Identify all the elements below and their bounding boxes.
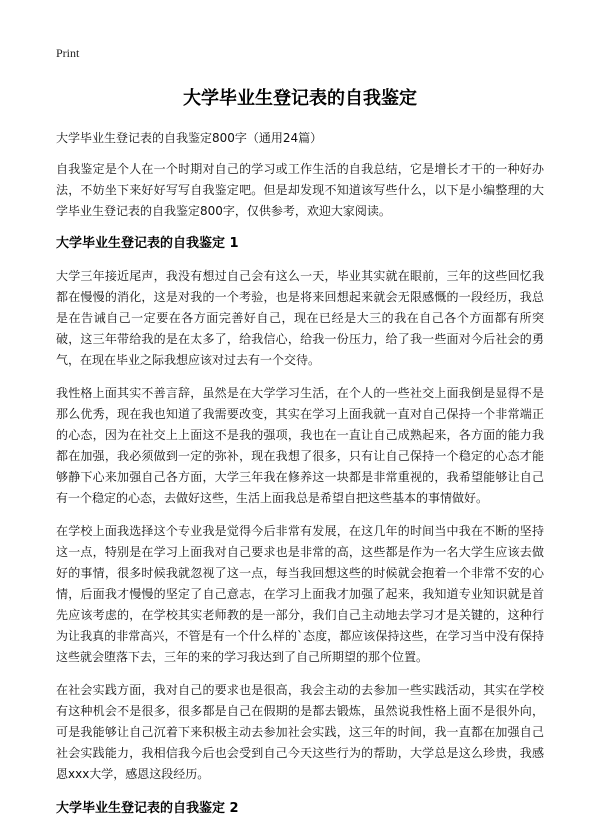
- intro-paragraph: 自我鉴定是个人在一个时期对自己的学习或工作生活的自我总结，它是增长才干的一种好办法，不妨坐下来好好写写自我鉴定吧。但是却发现不知道该写些什么，以下是小编整理的大学毕业生登记表的自我鉴定800字，仅供参考，欢迎大家阅读。: [56, 162, 544, 218]
- document-title: 大学毕业生登记表的自我鉴定: [183, 88, 417, 109]
- section-heading: 大学毕业生登记表的自我鉴定 1: [56, 236, 239, 251]
- section-paragraph: 大学三年接近尾声，我没有想过自己会有这么一天，毕业其实就在眼前，三年的这些回忆我都在慢慢的消化，这是对我的一个考验，也是将来回想起来就会无限感慨的一段经历，我总是在告诫自己一定要在各方面完善好自己，现在已经是大三的我在自己各个方面都有所突破，这三年带给我的是在太多了，给我信心，给我一份压力，给了我一些面对今后社会的勇气，在现在毕业之际我想应该对过去有一个交待。: [56, 269, 544, 367]
- section-heading: 大学毕业生登记表的自我鉴定 2: [56, 801, 239, 816]
- print-link[interactable]: Print: [56, 46, 80, 60]
- section-paragraph: 在社会实践方面，我对自己的要求也是很高，我会主动的去参加一些实践活动，其实在学校有这种机会不是很多，很多都是自己在假期的是都去锻炼，虽然说我性格上面不是很外向，可是我能够让自己沉着下来积极主动去参加社会实践，这三年的时间，我一直都在加强自己社会实践能力，我相信我今后也会受到自己今天这些行为的帮助，大学总是这么珍贵，我感恩xxx大学，感恩这段经历。: [56, 683, 544, 781]
- section-paragraph: 在学校上面我选择这个专业我是觉得今后非常有发展，在这几年的时间当中我在不断的坚持这一点，特别是在学习上面我对自己要求也是非常的高，这些都是作为一名大学生应该去做好的事情，很多时候我就忽视了这一点，每当我回想这些的时候就会抱着一个非常不安的心情，后面我才慢慢的坚定了自己意志，在学习上面我才加强了起来，我知道专业知识就是首先应该考虑的，在学校其实老师教的是一部分，我们自己主动地去学习才是关键的，这种行为让我真的非常高兴，不管是有一个什么样的`态度，都应该保持这些，在学习当中没有保持这些就会堕落下去，三年的来的学习我达到了自己所期望的那个位置。: [56, 524, 544, 664]
- section-paragraph: 我性格上面其实不善言辞，虽然是在大学学习生活，在个人的一些社交上面我倒是显得不是那么优秀，现在我也知道了我需要改变，其实在学习上面我就一直对自己保持一个非常端正的心态，因为在社交上上面这不是我的强项，我也在一直让自己成熟起来，各方面的能力我都在加强，我必须做到一定的弥补，现在我想了很多，只有让自己保持一个稳定的心态才能够静下心来加强自己各方面，大学三年我在修养这一块都是非常重视的，我希望能够让自己有一个稳定的心态，去做好这些，生活上面我总是希望自把这些基本的事情做好。: [56, 386, 544, 505]
- document-subtitle: 大学毕业生登记表的自我鉴定800字（通用24篇）: [56, 131, 323, 145]
